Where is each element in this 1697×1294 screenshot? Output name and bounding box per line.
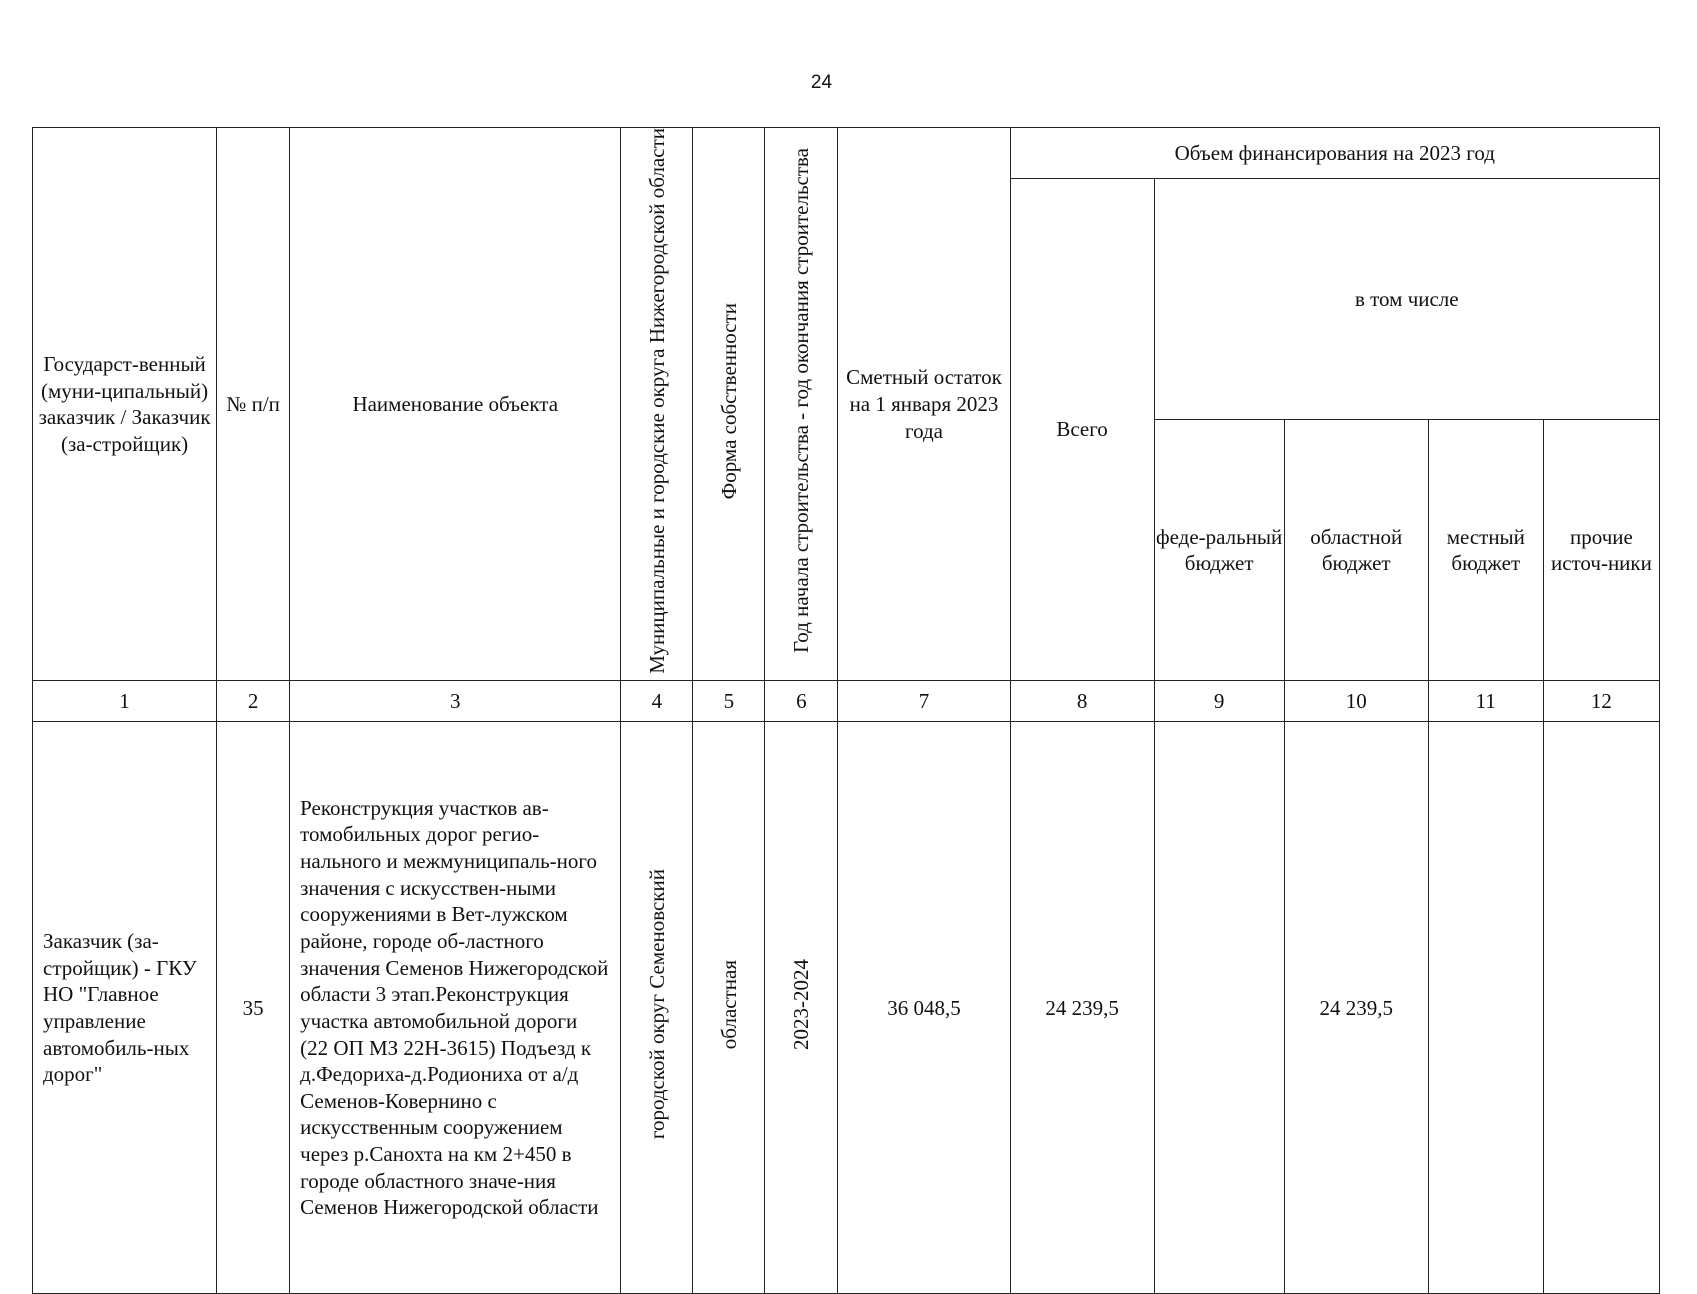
cell-years: 2023-2024	[765, 722, 838, 1294]
header-funding-group: Объем финансирования на 2023 год	[1010, 128, 1659, 179]
cell-regional: 24 239,5	[1284, 722, 1428, 1294]
cell-federal	[1154, 722, 1284, 1294]
page-number: 24	[810, 72, 833, 93]
column-number: 3	[290, 681, 621, 722]
construction-budget-table	[32, 127, 1660, 1294]
column-number: 2	[217, 681, 290, 722]
header-ownership: Форма собственности	[693, 128, 765, 681]
header-row-top	[33, 128, 1660, 179]
header-total: Всего	[1010, 179, 1154, 681]
header-local: местный бюджет	[1428, 420, 1543, 681]
header-regional: областной бюджет	[1284, 420, 1428, 681]
column-number: 8	[1010, 681, 1154, 722]
column-number: 10	[1284, 681, 1428, 722]
cell-object-name: Реконструкция участков ав-томобильных дорог регио-нального и межмуниципаль-ного значения с искусствен-ными сооружениями в Вет-лужском районе, городе об-ластного значения Семенов Нижегородской области 3 этап.Реконструкция участка автомобильной дороги (22 ОП МЗ 22Н-3615) Подъезд к д.Федориха-д.Родиониха от а/д Семенов-Ковернино с искусственным сооружением через р.Санохта на км 2+450 в городе областного значе-ния Семенов Нижегородской области	[290, 722, 621, 1294]
table-row	[33, 722, 1660, 1294]
header-federal: феде-ральный бюджет	[1154, 420, 1284, 681]
column-number: 7	[838, 681, 1010, 722]
header-other: прочие источ-ники	[1543, 420, 1659, 681]
cell-ownership: областная	[693, 722, 765, 1294]
header-number: № п/п	[217, 128, 290, 681]
cell-total: 24 239,5	[1010, 722, 1154, 1294]
cell-other	[1543, 722, 1659, 1294]
column-number: 4	[621, 681, 693, 722]
cell-number: 35	[217, 722, 290, 1294]
header-customer: Государст-венный (муни-ципальный) заказчик / Заказчик (за-стройщик)	[33, 128, 217, 681]
cell-customer: Заказчик (за-стройщик) - ГКУ НО "Главное управление автомобиль-ных дорог"	[33, 722, 217, 1294]
header-remaining: Сметный остаток на 1 января 2023 года	[838, 128, 1010, 681]
header-including: в том числе	[1154, 179, 1659, 420]
column-number: 5	[693, 681, 765, 722]
column-number: 12	[1543, 681, 1659, 722]
column-number: 6	[765, 681, 838, 722]
column-number: 1	[33, 681, 217, 722]
column-number: 9	[1154, 681, 1284, 722]
header-years: Год начала строительства - год окончания строительства	[765, 128, 838, 681]
cell-municipality: городской округ Семеновский	[621, 722, 693, 1294]
column-number-row	[33, 681, 1660, 722]
header-municipality: Муниципальные и городские округа Нижегородской области	[621, 128, 693, 681]
header-object-name: Наименование объекта	[290, 128, 621, 681]
column-number: 11	[1428, 681, 1543, 722]
cell-remaining: 36 048,5	[838, 722, 1010, 1294]
cell-local	[1428, 722, 1543, 1294]
